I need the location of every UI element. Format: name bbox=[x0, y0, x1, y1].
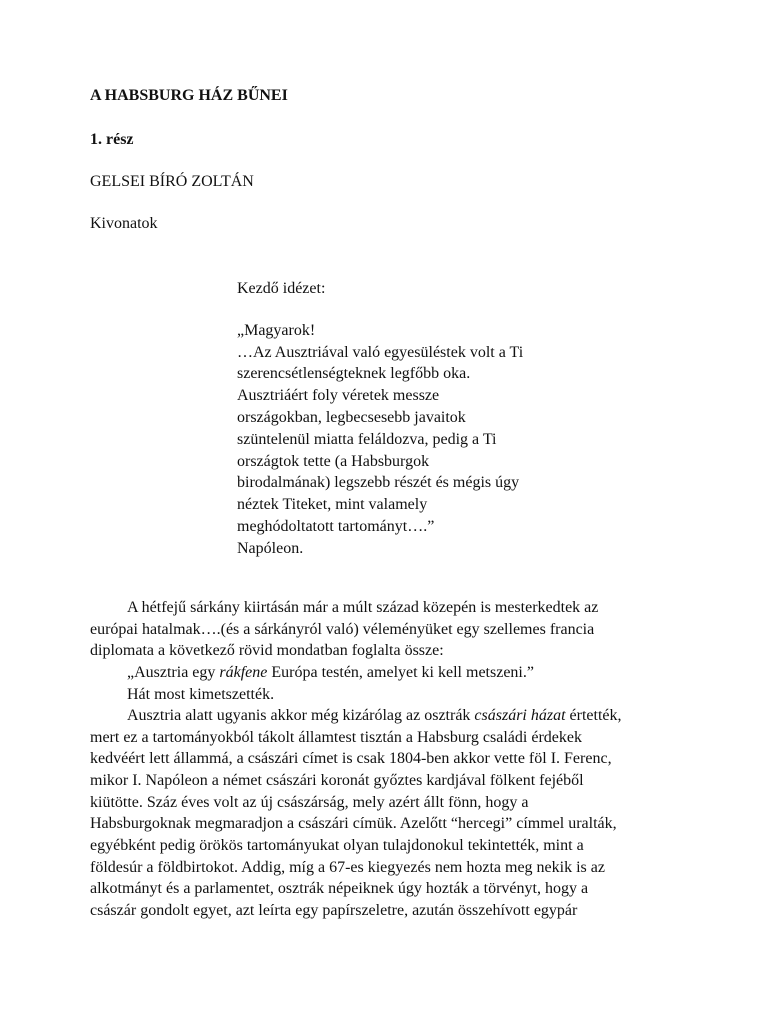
body-text-run: Ausztria alatt ugyanis akkor még kizárólag az osztrák bbox=[127, 707, 475, 725]
body-line: A hétfejű sárkány kiirtásán már a múlt század közepén is mesterkedtek az bbox=[127, 599, 599, 616]
body-text bbox=[90, 597, 690, 922]
quote-line: meghódoltatott tartományt….” bbox=[237, 517, 435, 535]
italic-phrase: császári házat bbox=[474, 707, 566, 725]
body-line: európai hatalmak….(és a sárkányról való) véleményüket egy szellemes francia bbox=[90, 620, 595, 638]
body-line: diplomata a következő rövid mondatban foglalta össze: bbox=[90, 642, 444, 660]
quote-line: szerencsétlenségteknek legfőbb oka. bbox=[237, 365, 471, 383]
part-label: 1. rész bbox=[90, 131, 134, 148]
body-line: egyébként pedig örökös tartományukat olyan tulajdonokul tekintették, mint a bbox=[90, 837, 584, 855]
quote-line: szüntelenül miatta feláldozva, pedig a Ti bbox=[237, 430, 497, 448]
excerpts-label: Kivonatok bbox=[90, 215, 158, 232]
italic-phrase: rákfene bbox=[219, 663, 268, 681]
body-line: mert ez a tartományokból tákolt államtest tisztán a Habsburg családi érdekek bbox=[90, 728, 582, 746]
body-text-run: „Ausztria egy bbox=[127, 663, 220, 681]
quote-line: …Az Ausztriával való egyesüléstek volt a Ti bbox=[237, 343, 524, 361]
document-title: A HABSBURG HÁZ BŰNEI bbox=[90, 87, 288, 104]
quote-line: Ausztriáért foly véretek messze bbox=[237, 387, 440, 405]
body-line: kedvéért lett állammá, a császári címet is csak 1804-ben akkor vette föl I. Ferenc, bbox=[90, 750, 612, 768]
body-text-run: értették, bbox=[565, 707, 622, 725]
quote-line: néztek Titeket, mint valamely bbox=[237, 496, 428, 514]
body-line: alkotmányt és a parlamentet, osztrák népeiknek úgy hozták a törvényt, hogy a bbox=[90, 880, 589, 898]
quote-attribution: Napóleon. bbox=[237, 539, 304, 557]
body-line bbox=[90, 662, 690, 684]
quote-line: birodalmának) legszebb részét és mégis úgy bbox=[237, 474, 520, 492]
body-line: császár gondolt egyet, azt leírta egy papírszeletre, azután összehívott egypár bbox=[90, 901, 578, 919]
quote-line: országokban, legbecsesebb javaitok bbox=[237, 408, 466, 426]
body-text-run: Európa testén, amelyet ki kell metszeni.” bbox=[267, 663, 534, 681]
body-line: Habsburgoknak megmaradjon a császári címük. Azelőtt “hercegi” címmel uralták, bbox=[90, 815, 617, 833]
body-line: mikor I. Napóleon a német császári koronát győztes kardjával fölkent fejéből bbox=[90, 772, 584, 790]
author-name: GELSEI BÍRÓ ZOLTÁN bbox=[90, 173, 254, 190]
quote-line: országtok tette (a Habsburgok bbox=[237, 452, 430, 470]
body-line: földesúr a földbirtokot. Addig, míg a 67-es kiegyezés nem hozta meg nekik is az bbox=[90, 858, 605, 876]
body-line bbox=[90, 705, 690, 727]
opening-quote bbox=[237, 278, 577, 560]
quote-line: „Magyarok! bbox=[237, 321, 316, 339]
body-line: Hát most kimetszették. bbox=[127, 685, 275, 703]
quote-heading: Kezdő idézet: bbox=[237, 280, 326, 297]
body-line: kiütötte. Száz éves volt az új császárság, mely azért állt fönn, hogy a bbox=[90, 793, 529, 811]
